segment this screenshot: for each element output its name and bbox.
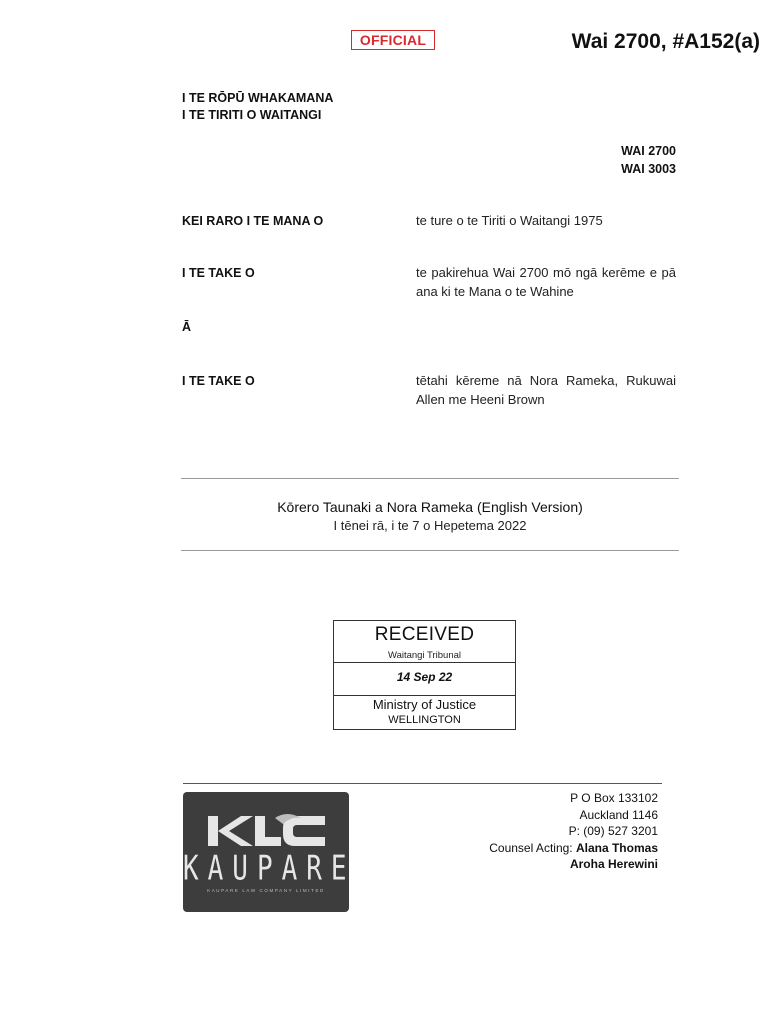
stamp-divider	[334, 695, 515, 696]
stamp-heading: RECEIVED	[374, 624, 475, 645]
city-postcode: Auckland 1146	[579, 807, 658, 822]
wai-number: WAI 3003	[621, 162, 676, 176]
logo-tagline: KAUPARE LAW COMPANY LIMITED	[207, 888, 325, 893]
document-reference: Wai 2700, #A152(a)	[571, 30, 760, 53]
logo-name: KAUPARE	[183, 849, 356, 889]
document-date: I tēnei rā, i te 7 o Hepetema 2022	[333, 518, 527, 533]
divider	[181, 478, 679, 479]
stamp-subheading: Waitangi Tribunal	[387, 650, 462, 661]
field-label: I TE TAKE O	[182, 374, 255, 388]
wai-numbers	[621, 142, 676, 178]
contact-block	[489, 790, 658, 873]
phone: P: (09) 527 3201	[568, 824, 658, 838]
tribunal-line-2: I TE TIRITI O WAITANGI	[182, 108, 322, 122]
stamp-city: WELLINGTON	[388, 714, 461, 726]
stamp-divider	[334, 662, 515, 663]
document-title: Kōrero Taunaki a Nora Rameka (English Version)	[277, 499, 583, 515]
company-logo	[183, 792, 356, 912]
stamp-date: 14 Sep 22	[396, 670, 453, 684]
tribunal-line-1: I TE RŌPŪ WHAKAMANA	[182, 91, 334, 105]
official-badge: OFFICIAL	[351, 30, 435, 50]
field-value: te ture o te Tiriti o Waitangi 1975	[416, 213, 603, 228]
field-value: tētahi kēreme nā Nora Rameka, Rukuwai Allen me Heeni Brown	[416, 373, 676, 407]
counsel-name-2: Aroha Herewini	[569, 857, 658, 871]
field-label: KEI RARO I TE MANA O	[182, 214, 324, 228]
stamp-ministry: Ministry of Justice	[372, 697, 477, 712]
divider	[181, 550, 679, 551]
field-label: I TE TAKE O	[182, 266, 255, 280]
field-label: Ā	[182, 320, 192, 334]
counsel-name: Alana Thomas	[575, 840, 658, 855]
tribunal-name	[182, 90, 333, 124]
wai-number: WAI 2700	[621, 144, 676, 158]
po-box: P O Box 133102	[570, 791, 658, 805]
received-stamp	[333, 620, 516, 730]
counsel-label: Counsel Acting:	[489, 840, 573, 855]
footer-divider	[183, 783, 662, 784]
counsel-line	[489, 840, 658, 857]
field-value: te pakirehua Wai 2700 mō ngā kerēme e pā ana ki te Mana o te Wahine	[416, 265, 676, 299]
